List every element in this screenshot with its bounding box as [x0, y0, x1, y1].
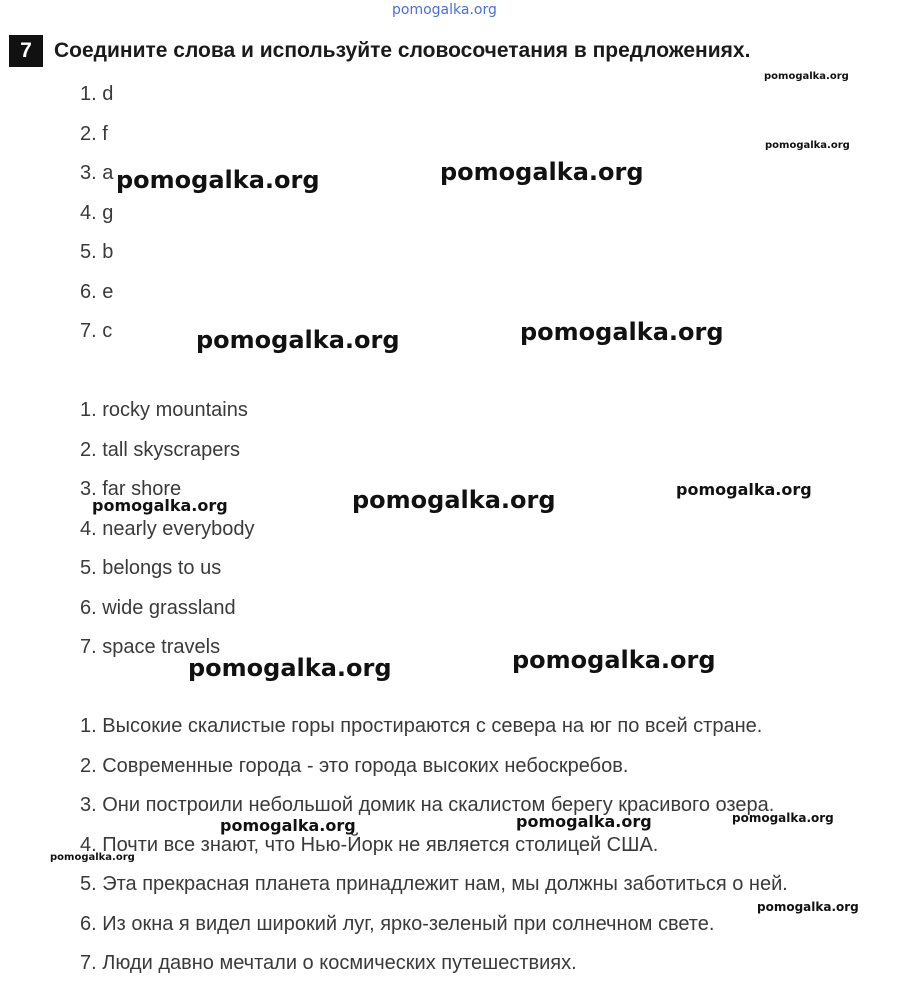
sentences-list [80, 714, 788, 991]
watermark: pomogalka.org [50, 852, 135, 863]
watermark: pomogalka.org [116, 166, 320, 194]
watermark: pomogalka.org [512, 646, 716, 674]
match-item: 4. g [80, 201, 114, 224]
phrases-list [80, 398, 255, 675]
phrase-item: 5. belongs to us [80, 557, 222, 579]
match-item: 5. b [80, 241, 114, 263]
sentence-item: 3. Они построили небольшой домик на скалистом берегу красивого озера. [80, 794, 775, 816]
sentence-item: 2. Современные города - это города высоких небоскребов. [80, 754, 629, 777]
watermark: pomogalka.org [188, 654, 392, 682]
phrase-item: 4. nearly everybody [80, 517, 255, 540]
match-item: 2. f [80, 122, 108, 145]
phrase-item: 3. far shore [80, 478, 182, 500]
watermark: pomogalka.org [440, 158, 644, 186]
task-title: Соедините слова и используйте словосочетания в предложениях. [54, 39, 751, 62]
watermark: pomogalka.org [676, 480, 812, 499]
watermark: pomogalka.org [764, 71, 849, 82]
phrase-item: 7. space travels [80, 636, 221, 658]
phrase-item: 1. rocky mountains [80, 399, 248, 421]
sentence-item: 4. Почти все знают, что Нью-Йорк не является столицей США. [80, 833, 659, 856]
watermark: pomogalka.org [196, 326, 400, 354]
sentence-item: 1. Высокие скалистые горы простираются с севера на юг по всей стране. [80, 715, 763, 737]
watermark: pomogalka.org [516, 812, 652, 831]
watermark: pomogalka.org [757, 900, 859, 914]
matches-list [80, 82, 113, 359]
watermark: pomogalka.org [732, 811, 834, 825]
match-item: 7. c [80, 320, 113, 342]
site-link[interactable]: pomogalka.org [392, 2, 497, 18]
watermark: pomogalka.org [92, 496, 228, 515]
watermark: pomogalka.org [352, 486, 556, 514]
sentence-item: 6. Из окна я видел широкий луг, ярко-зеленый при солнечном свете. [80, 912, 715, 935]
sentence-item: 5. Эта прекрасная планета принадлежит нам, мы должны заботиться о ней. [80, 873, 788, 895]
phrase-item: 6. wide grassland [80, 596, 236, 619]
phrase-item: 2. tall skyscrapers [80, 438, 241, 461]
watermark: pomogalka.org [765, 140, 850, 151]
match-item: 3. a [80, 162, 114, 184]
task-number-badge: 7 [9, 35, 43, 67]
match-item: 6. e [80, 280, 114, 303]
match-item: 1. d [80, 83, 114, 105]
watermark: pomogalka.org [220, 816, 356, 835]
sentence-item: 7. Люди давно мечтали о космических путешествиях. [80, 952, 577, 974]
watermark: pomogalka.org [520, 318, 724, 346]
